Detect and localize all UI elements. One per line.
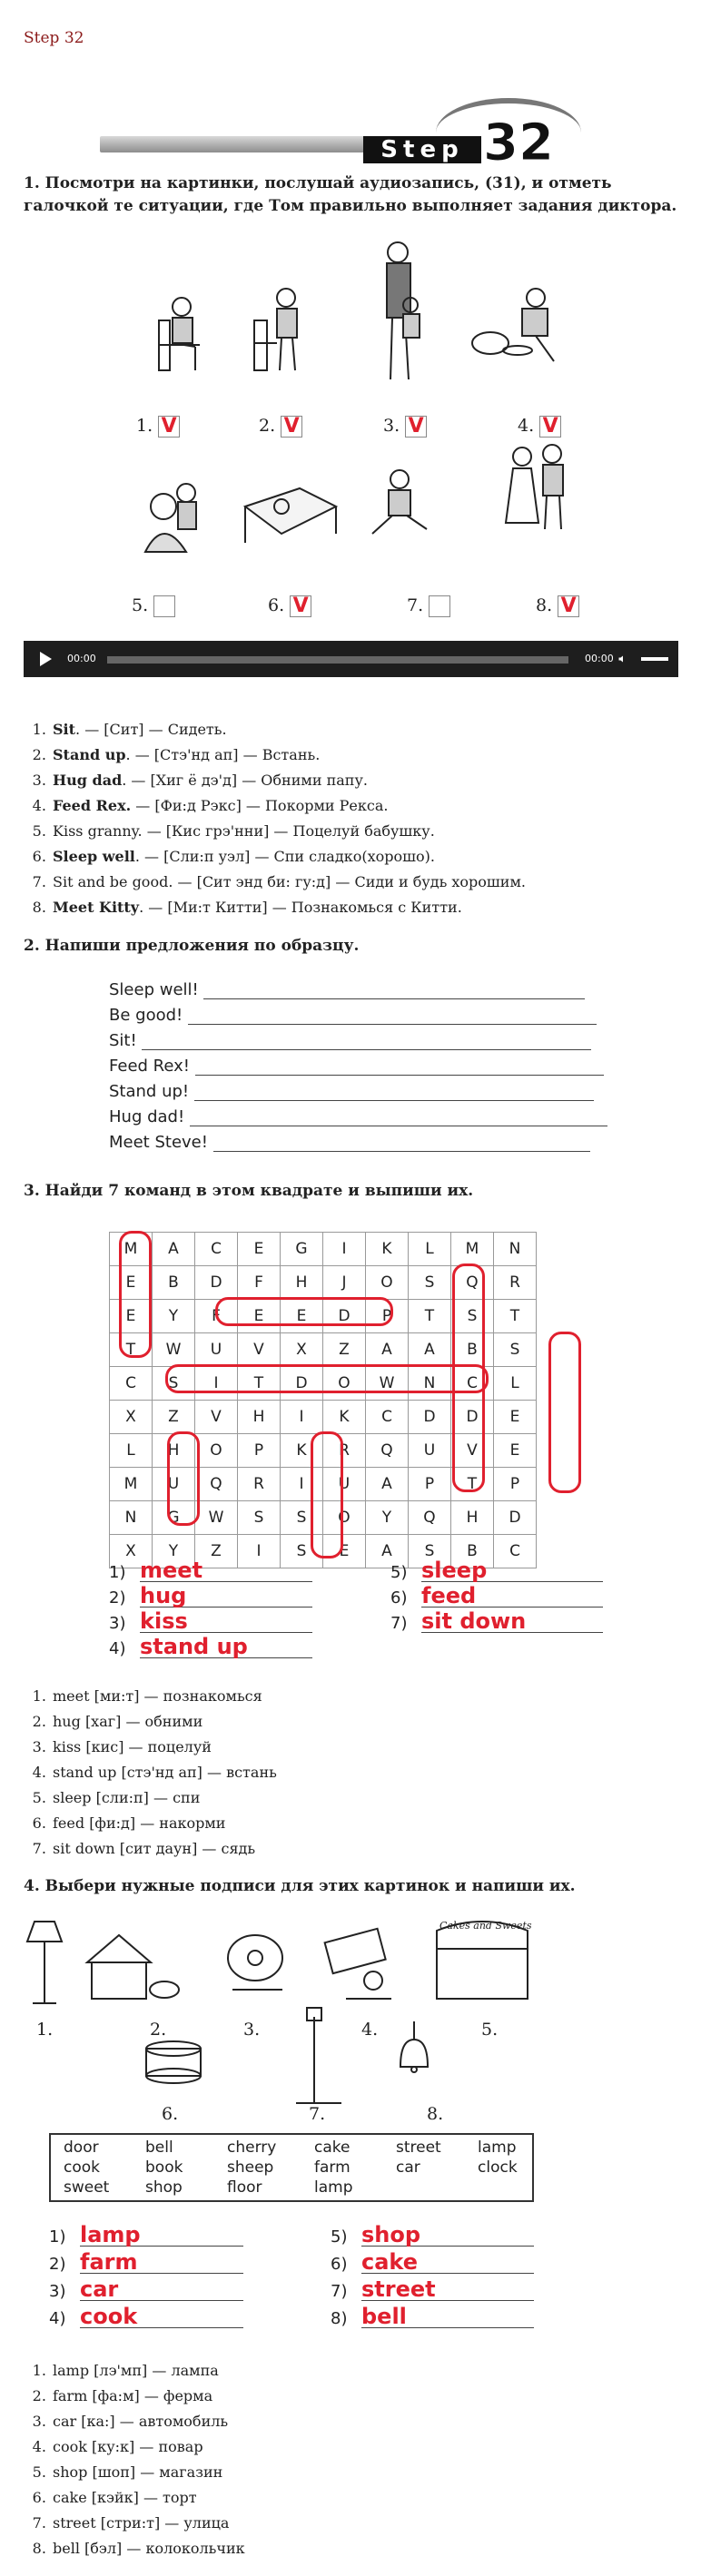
grid-cell: A (153, 1233, 195, 1266)
grid-cell: U (195, 1333, 238, 1367)
list-item: 4. Feed Rex. — [Фи:д Рэкс] — Покорми Рекса. (51, 793, 526, 819)
grid-cell: C (110, 1367, 153, 1401)
checkbox-7[interactable] (429, 595, 450, 617)
task1-item-4 (518, 416, 561, 438)
checkbox-2[interactable]: V (281, 416, 302, 438)
list-item: 3. car [ка:] — автомобиль (51, 2409, 245, 2434)
answer-row: 2) hug (109, 1585, 312, 1608)
ring-meet (119, 1231, 152, 1358)
bell-picture (400, 2021, 428, 2072)
grid-cell: C (451, 1367, 494, 1401)
grid-cell: E (110, 1300, 153, 1333)
ring-stand-up (452, 1263, 485, 1492)
grid-cell: R (238, 1468, 281, 1501)
writing-line: Sit! (109, 1031, 591, 1050)
grid-cell: E (238, 1300, 281, 1333)
grid-cell: G (281, 1233, 323, 1266)
list-item: 1. lamp [лэ'мп] — лампа (51, 2358, 245, 2384)
grid-cell: P (238, 1434, 281, 1468)
grid-cell: M (110, 1468, 153, 1501)
grid-cell: D (494, 1501, 537, 1535)
grid-cell: I (281, 1401, 323, 1434)
list-item: 6. Sleep well. — [Сли:п уэл] — Спи сладко(хорошо). (51, 844, 526, 870)
answer-row: 4) stand up (109, 1636, 312, 1658)
volume-icon[interactable] (618, 652, 626, 666)
grid-cell: Z (323, 1333, 366, 1367)
grid-cell: R (323, 1434, 366, 1468)
task3-title: 3. Найди 7 команд в этом квадрате и выпиши их. (24, 1182, 474, 1200)
grid-cell: F (238, 1266, 281, 1300)
task1-item-6 (268, 595, 311, 617)
grid-cell: D (451, 1401, 494, 1434)
answer-row: 6) feed (390, 1585, 603, 1608)
grid-cell: C (494, 1535, 537, 1568)
grid-cell: P (366, 1300, 409, 1333)
grid-cell: P (409, 1468, 451, 1501)
grid-cell: C (366, 1401, 409, 1434)
list-item: 2. hug [хаг] — обними (51, 1709, 277, 1735)
pic6-boy-sleeping (245, 488, 336, 543)
grid-cell: S (409, 1266, 451, 1300)
list-item: 1. Sit. — [Сит] — Сидеть. (51, 717, 526, 742)
list-item: 8. bell [бэл] — колокольчик (51, 2536, 245, 2561)
banner-bar (100, 136, 381, 152)
word: cake (314, 2138, 351, 2157)
grid-row (110, 1233, 537, 1266)
grid-cell: H (238, 1401, 281, 1434)
grid-cell: B (451, 1535, 494, 1568)
grid-cell: H (281, 1266, 323, 1300)
list-item: 7. sit down [сит даун] — сядь (51, 1836, 277, 1862)
item-number: 4. (518, 416, 535, 436)
cook-picture (325, 1929, 391, 1999)
grid-cell: N (110, 1501, 153, 1535)
answer-row: 1) lamp (49, 2224, 243, 2247)
grid-cell: L (494, 1367, 537, 1401)
answer-row: 5) shop (331, 2224, 534, 2247)
word: street (396, 2138, 441, 2157)
answer-row: 8) bell (331, 2306, 534, 2328)
list-item: 3. kiss [кис] — поцелуй (51, 1735, 277, 1760)
grid-cell: D (409, 1401, 451, 1434)
list-item: 5. shop [шоп] — магазин (51, 2460, 245, 2485)
farm-picture (87, 1935, 179, 1999)
writing-line: Feed Rex! (109, 1057, 604, 1076)
checkbox-5[interactable] (153, 595, 175, 617)
list-item: 5. Kiss granny. — [Кис грэ'нни] — Поцелуй бабушку. (51, 819, 526, 844)
answer-row: 6) cake (331, 2251, 534, 2274)
grid-cell: J (323, 1266, 366, 1300)
item-number: 5. (132, 595, 149, 615)
pic-number: 1. (36, 2020, 54, 2040)
grid-cell: U (323, 1468, 366, 1501)
pic5-boy-kissing-granny (145, 484, 196, 552)
list-item: 4. cook [ку:к] — повар (51, 2434, 245, 2460)
grid-cell: B (153, 1266, 195, 1300)
grid-cell: I (281, 1468, 323, 1501)
item-number: 6. (268, 595, 285, 615)
word: floor (227, 2178, 262, 2197)
item-number: 7. (407, 595, 424, 615)
answer-row: 7) sit down (390, 1610, 603, 1633)
step-number: 32 (483, 113, 554, 172)
grid-cell: E (323, 1535, 366, 1568)
pic4-boy-feeding-dog (472, 289, 554, 361)
grid-cell: M (110, 1233, 153, 1266)
list-item: 4. stand up [стэ'нд ап] — встань (51, 1760, 277, 1785)
checkbox-4[interactable]: V (539, 416, 561, 438)
step-word: Step (363, 136, 481, 163)
task1-title: 1. Посмотри на картинки, послушай аудиозапись, (31), и отметь галочкой те ситуации, где Том правильно выполняет задания диктора. (24, 174, 677, 215)
grid-cell: V (238, 1333, 281, 1367)
grid-cell: Y (366, 1501, 409, 1535)
list-item: 6. cake [кэйк] — торт (51, 2485, 245, 2511)
grid-cell: S (153, 1367, 195, 1401)
list-item: 5. sleep [сли:п] — спи (51, 1785, 277, 1811)
breadcrumb[interactable]: Step 32 (24, 29, 84, 47)
grid-cell: L (409, 1233, 451, 1266)
grid-cell: I (238, 1535, 281, 1568)
grid-cell: S (281, 1535, 323, 1568)
volume-slider[interactable] (641, 657, 668, 661)
ring-sit-down (165, 1364, 489, 1393)
pic-number: 5. (481, 2020, 499, 2040)
grid-cell: T (110, 1333, 153, 1367)
grid-cell: Y (153, 1300, 195, 1333)
writing-line: Stand up! (109, 1082, 594, 1101)
word: sweet (64, 2178, 110, 2197)
pic-number: 7. (309, 2104, 326, 2124)
word: lamp (478, 2138, 517, 2157)
checkbox-1[interactable]: V (158, 416, 180, 438)
phrases-list-3 (24, 1684, 277, 1862)
grid-cell: N (409, 1367, 451, 1401)
checkbox-3[interactable]: V (405, 416, 427, 438)
task4-title: 4. Выбери нужные подписи для этих картинок и напиши их. (24, 1877, 576, 1895)
grid-cell: E (494, 1434, 537, 1468)
grid-cell: R (494, 1266, 537, 1300)
list-item: 7. street [стри:т] — улица (51, 2511, 245, 2536)
grid-cell: V (195, 1401, 238, 1434)
answer-row: 7) street (331, 2278, 534, 2301)
checkbox-8[interactable]: V (558, 595, 579, 617)
grid-cell: W (195, 1501, 238, 1535)
grid-cell: D (323, 1300, 366, 1333)
grid-cell: E (494, 1401, 537, 1434)
grid-cell: T (238, 1367, 281, 1401)
word: shop (145, 2178, 183, 2197)
grid-cell: O (323, 1367, 366, 1401)
list-item: 6. feed [фи:д] — накорми (51, 1811, 277, 1836)
pic7-boy-running (372, 470, 427, 534)
grid-cell: I (195, 1367, 238, 1401)
pic3-boy-hugging-dad (387, 242, 420, 379)
task1-item-5 (132, 595, 175, 617)
grid-cell: P (494, 1468, 537, 1501)
grid-cell: M (451, 1233, 494, 1266)
answer-row: 3) car (49, 2278, 243, 2301)
current-time: 00:00 (67, 653, 96, 664)
word: lamp (314, 2178, 353, 2197)
answer-row: 4) cook (49, 2306, 243, 2328)
pic1-boy-sitting (159, 298, 200, 370)
list-item: 7. Sit and be good. — [Сит энд би: гу:д] — Сиди и будь хорошим. (51, 870, 526, 895)
grid-cell: Q (366, 1434, 409, 1468)
grid-cell: D (281, 1367, 323, 1401)
shop-sign: Cakes and Sweets (439, 1920, 532, 1932)
ring-feed (215, 1297, 393, 1326)
word: bell (145, 2138, 173, 2157)
lamp-picture (27, 1922, 62, 2003)
grid-cell: S (281, 1501, 323, 1535)
word: book (145, 2158, 183, 2177)
phrases-list-1 (24, 717, 526, 920)
grid-cell: N (494, 1233, 537, 1266)
item-number: 2. (259, 416, 276, 436)
grid-cell: O (323, 1501, 366, 1535)
shop-picture (437, 1922, 528, 1999)
phrases-list-4 (24, 2358, 245, 2561)
grid-cell: T (409, 1300, 451, 1333)
grid-cell: U (153, 1468, 195, 1501)
grid-cell: A (366, 1333, 409, 1367)
grid-cell: Y (153, 1535, 195, 1568)
answer-row: 3) kiss (109, 1610, 312, 1633)
task1-item-8 (536, 595, 579, 617)
step-badge (363, 113, 581, 172)
grid-cell: V (451, 1434, 494, 1468)
grid-cell: X (110, 1401, 153, 1434)
grid-cell: E (238, 1233, 281, 1266)
pic-number: 4. (361, 2020, 379, 2040)
grid-cell: A (409, 1333, 451, 1367)
item-number: 8. (536, 595, 553, 615)
duration: 00:00 (585, 653, 614, 664)
grid-cell: S (494, 1333, 537, 1367)
grid-cell: Q (195, 1468, 238, 1501)
grid-cell: L (110, 1434, 153, 1468)
grid-cell: W (366, 1367, 409, 1401)
answer-row: 5) sleep (390, 1559, 603, 1582)
grid-cell: B (451, 1333, 494, 1367)
grid-cell: A (366, 1535, 409, 1568)
seek-bar[interactable] (107, 656, 568, 664)
audio-player (24, 641, 678, 677)
item-number: 3. (383, 416, 400, 436)
list-item: 2. Stand up. — [Стэ'нд ап] — Встань. (51, 742, 526, 768)
grid-cell: F (195, 1300, 238, 1333)
grid-cell: Z (195, 1535, 238, 1568)
grid-cell: U (409, 1434, 451, 1468)
grid-cell: O (195, 1434, 238, 1468)
grid-cell: T (451, 1468, 494, 1501)
grid-cell: E (281, 1300, 323, 1333)
grid-cell: S (409, 1535, 451, 1568)
answer-row: 1) meet (109, 1559, 312, 1582)
word: door (64, 2138, 99, 2157)
grid-cell: H (451, 1501, 494, 1535)
word: cherry (227, 2138, 277, 2157)
street-picture (296, 2008, 341, 2103)
checkbox-6[interactable]: V (290, 595, 311, 617)
ring-kiss (311, 1431, 343, 1558)
task1-item-2 (259, 416, 302, 438)
grid-cell: H (153, 1434, 195, 1468)
grid-cell: K (323, 1401, 366, 1434)
task1-item-7 (407, 595, 450, 617)
grid-cell: G (153, 1501, 195, 1535)
writing-line: Be good! (109, 1006, 597, 1025)
play-icon[interactable] (40, 652, 52, 666)
list-item: 3. Hug dad. — [Хиг ё дэ'д] — Обними папу. (51, 768, 526, 793)
word: car (396, 2158, 420, 2177)
pic-number: 6. (162, 2104, 179, 2124)
ring-hug (167, 1431, 200, 1526)
word: sheep (227, 2158, 274, 2177)
grid-cell: C (195, 1233, 238, 1266)
grid-cell: Q (409, 1501, 451, 1535)
grid-cell: Q (451, 1266, 494, 1300)
word-bank (49, 2133, 534, 2202)
pic2-boy-standing-up (254, 289, 297, 370)
grid-cell: Z (153, 1401, 195, 1434)
grid-cell: W (153, 1333, 195, 1367)
pic-number: 2. (150, 2020, 167, 2040)
writing-line: Sleep well! (109, 980, 585, 999)
writing-line: Meet Steve! (109, 1133, 590, 1152)
ring-sleep (548, 1332, 581, 1493)
writing-line: Hug dad! (109, 1107, 607, 1126)
grid-cell: D (195, 1266, 238, 1300)
grid-cell: S (238, 1501, 281, 1535)
grid-cell: A (366, 1468, 409, 1501)
grid-cell: S (451, 1300, 494, 1333)
item-number: 1. (136, 416, 153, 436)
grid-cell: I (323, 1233, 366, 1266)
task1-item-1 (136, 416, 180, 438)
grid-cell: K (366, 1233, 409, 1266)
list-item: 2. farm [фа:м] — ферма (51, 2384, 245, 2409)
task2-title: 2. Напиши предложения по образцу. (24, 937, 360, 955)
list-item: 8. Meet Kitty. — [Ми:т Китти] — Познакомься с Китти. (51, 895, 526, 920)
grid-cell: X (281, 1333, 323, 1367)
pic-number: 8. (427, 2104, 444, 2124)
step-banner (100, 98, 590, 172)
answer-row: 2) farm (49, 2251, 243, 2274)
pic-number: 3. (243, 2020, 261, 2040)
word: farm (314, 2158, 351, 2177)
word: clock (478, 2158, 518, 2177)
cake-picture (146, 2041, 201, 2083)
car-picture (228, 1935, 282, 1990)
list-item: 1. meet [ми:т] — познакомься (51, 1684, 277, 1709)
grid-cell: K (281, 1434, 323, 1468)
word: cook (64, 2158, 100, 2177)
grid-cell: E (110, 1266, 153, 1300)
grid-cell: O (366, 1266, 409, 1300)
task1-item-3 (383, 416, 427, 438)
grid-cell: X (110, 1535, 153, 1568)
grid-cell: T (494, 1300, 537, 1333)
pic8-boy-meeting-girl (506, 445, 563, 529)
